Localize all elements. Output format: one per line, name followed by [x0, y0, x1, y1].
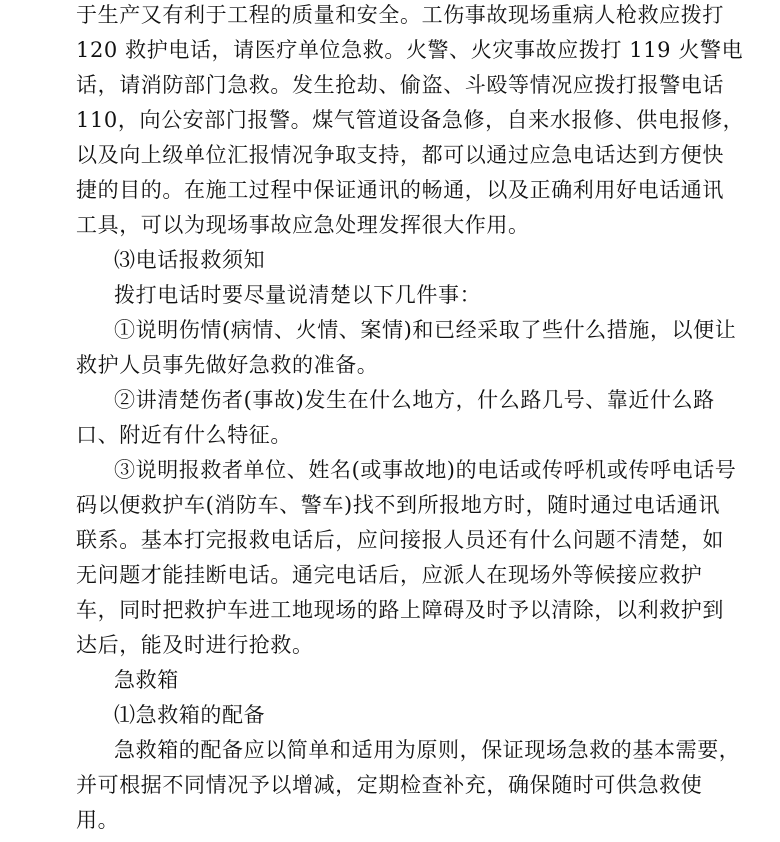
paragraph-line: 拨打电话时要尽量说清楚以下几件事：: [114, 283, 482, 307]
section-heading: ⑶电话报救须知: [114, 248, 266, 272]
paragraph-line: 120 救护电话，请医疗单位急救。火警、火灾事故应拨打 119 火警电: [76, 38, 744, 62]
list-item: ①说明伤情(病情、火情、案情)和已经采取了些什么措施，以便让: [114, 318, 737, 342]
paragraph-line: 码以便救护车(消防车、警车)找不到所报地方时，随时通过电话通讯: [76, 493, 720, 517]
subsection-heading: ⑴急救箱的配备: [114, 703, 266, 727]
paragraph-line: 无问题才能挂断电话。通完电话后，应派人在现场外等候接应救护: [76, 563, 703, 587]
paragraph-line: 救护人员事先做好急救的准备。: [76, 353, 379, 377]
paragraph-line: 车，同时把救护车进工地现场的路上障碍及时予以清除，以利救护到: [76, 598, 724, 622]
paragraph-line: 联系。基本打完报救电话后，应问接报人员还有什么问题不清楚，如: [76, 528, 724, 552]
list-item: ③说明报救者单位、姓名(或事故地)的电话或传呼机或传呼电话号: [114, 458, 737, 482]
section-heading: 急救箱: [114, 668, 179, 692]
paragraph-line: 并可根据不同情况予以增减，定期检查补充，确保随时可供急救使: [76, 773, 703, 797]
paragraph-line: 以及向上级单位汇报情况争取支持，都可以通过应急电话达到方便快: [76, 143, 724, 167]
paragraph-line: 用。: [76, 808, 120, 832]
paragraph-line: 话，请消防部门急救。发生抢劫、偷盗、斗殴等情况应拨打报警电话: [76, 73, 724, 97]
paragraph-line: 工具，可以为现场事故应急处理发挥很大作用。: [76, 213, 530, 237]
paragraph-line: 急救箱的配备应以简单和适用为原则，保证现场急救的基本需要，: [114, 738, 741, 762]
paragraph-line: 达后，能及时进行抢救。: [76, 633, 314, 657]
paragraph-line: 110，向公安部门报警。煤气管道设备急修，自来水报修、供电报修，: [76, 108, 745, 132]
list-item: ②讲清楚伤者(事故)发生在什么地方，什么路几号、靠近什么路: [114, 388, 715, 412]
paragraph-line: 于生产又有利于工程的质量和安全。工伤事故现场重病人枪救应拨打: [76, 3, 724, 27]
paragraph-line: 捷的目的。在施工过程中保证通讯的畅通，以及正确利用好电话通讯: [76, 178, 724, 202]
paragraph-line: 口、附近有什么特征。: [76, 423, 292, 447]
